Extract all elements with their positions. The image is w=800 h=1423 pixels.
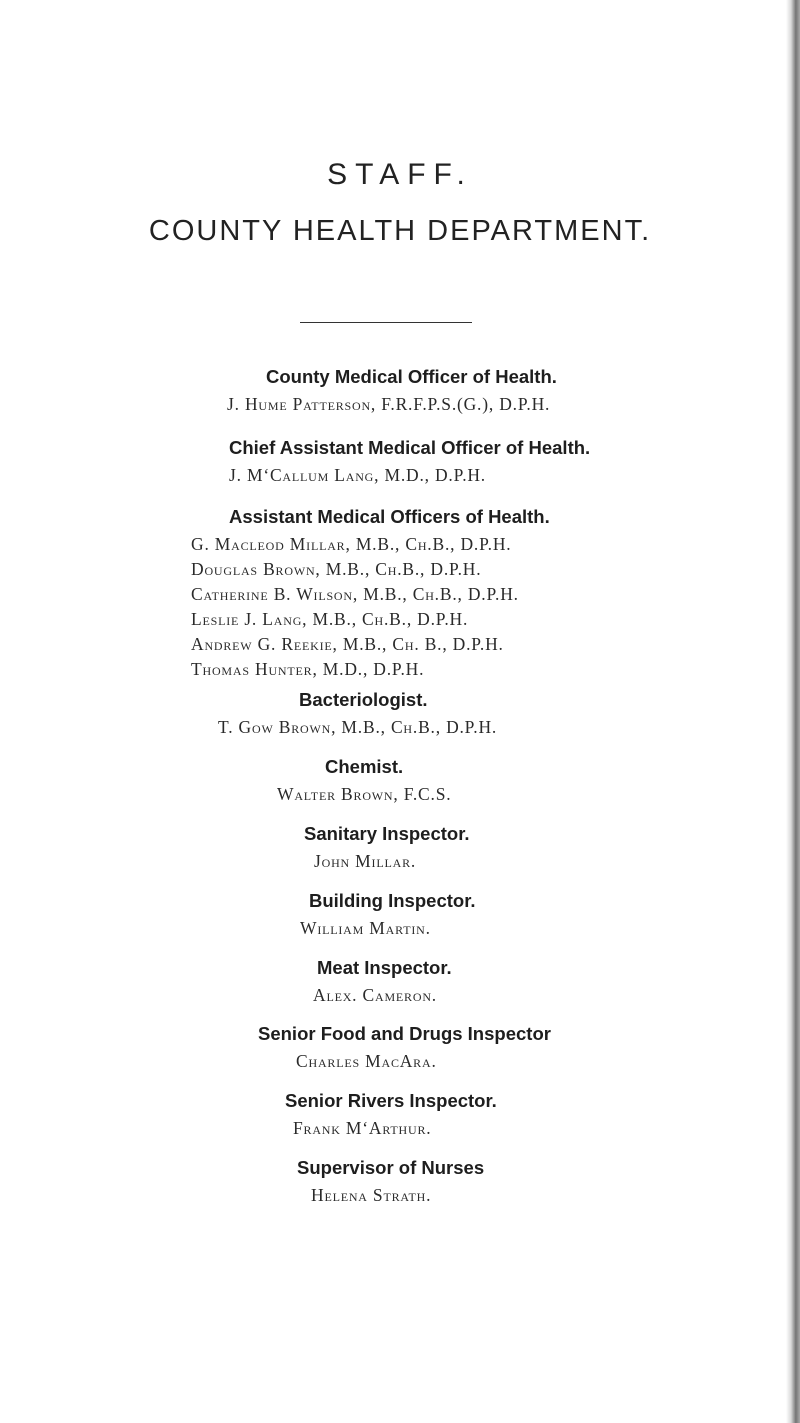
section-rivers-inspector [0,1090,800,1141]
staff-name: Frank M‘Arthur. [293,1118,432,1138]
staff-name: Andrew G. Reekie, M.B., Ch. B., D.P.H. [191,634,504,654]
section-supervisor-nurses [0,1157,800,1208]
section-building-inspector [0,890,800,941]
section-county-medical-officer [0,366,800,417]
staff-name: Alex. Cameron. [313,985,437,1005]
section-heading: Bacteriologist. [299,689,428,710]
section-heading: Supervisor of Nurses [297,1157,485,1178]
staff-name: J. Hume Patterson, F.R.F.P.S.(G.), D.P.H. [227,394,551,414]
section-chief-assistant [0,437,800,488]
section-heading: Senior Rivers Inspector. [285,1090,497,1111]
staff-name: G. Macleod Millar, M.B., Ch.B., D.P.H. [191,534,512,554]
section-heading: Building Inspector. [309,890,476,911]
page-subtitle: COUNTY HEALTH DEPARTMENT. [148,215,652,247]
section-heading: Chief Assistant Medical Officer of Health. [229,437,591,458]
page-title: STAFF. [327,158,473,191]
section-heading: Senior Food and Drugs Inspector [258,1023,551,1044]
staff-name: Walter Brown, F.C.S. [277,784,452,804]
name-list [277,782,800,807]
staff-name: Catherine B. Wilson, M.B., Ch.B., D.P.H. [191,584,519,604]
name-list [293,1116,800,1141]
section-heading: Meat Inspector. [317,957,452,978]
name-list [227,392,800,417]
staff-name: Douglas Brown, M.B., Ch.B., D.P.H. [191,559,482,579]
staff-name: Thomas Hunter, M.D., D.P.H. [191,659,425,679]
name-list [218,715,800,740]
name-list [229,463,800,488]
divider-rule [300,322,472,323]
section-sanitary-inspector [0,823,800,874]
section-heading: Sanitary Inspector. [304,823,470,844]
staff-name: John Millar. [314,851,417,871]
section-bacteriologist [0,689,800,740]
staff-name: J. M‘Callum Lang, M.D., D.P.H. [229,465,486,485]
name-list [311,1183,800,1208]
section-heading: Assistant Medical Officers of Health. [229,506,550,527]
section-food-drugs-inspector [0,1023,800,1074]
name-list [313,983,800,1008]
staff-name: Leslie J. Lang, M.B., Ch.B., D.P.H. [191,609,469,629]
name-list [300,916,800,941]
section-heading: County Medical Officer of Health. [266,366,557,387]
name-list [314,849,800,874]
staff-name: Helena Strath. [311,1185,432,1205]
section-heading: Chemist. [325,756,404,777]
section-assistant-medical-officers [0,506,800,682]
section-chemist [0,756,800,807]
section-meat-inspector [0,957,800,1008]
staff-name: William Martin. [300,918,431,938]
staff-name: Charles MacAra. [296,1051,437,1071]
staff-name: T. Gow Brown, M.B., Ch.B., D.P.H. [218,717,498,737]
name-list [296,1049,800,1074]
name-list [191,532,800,682]
